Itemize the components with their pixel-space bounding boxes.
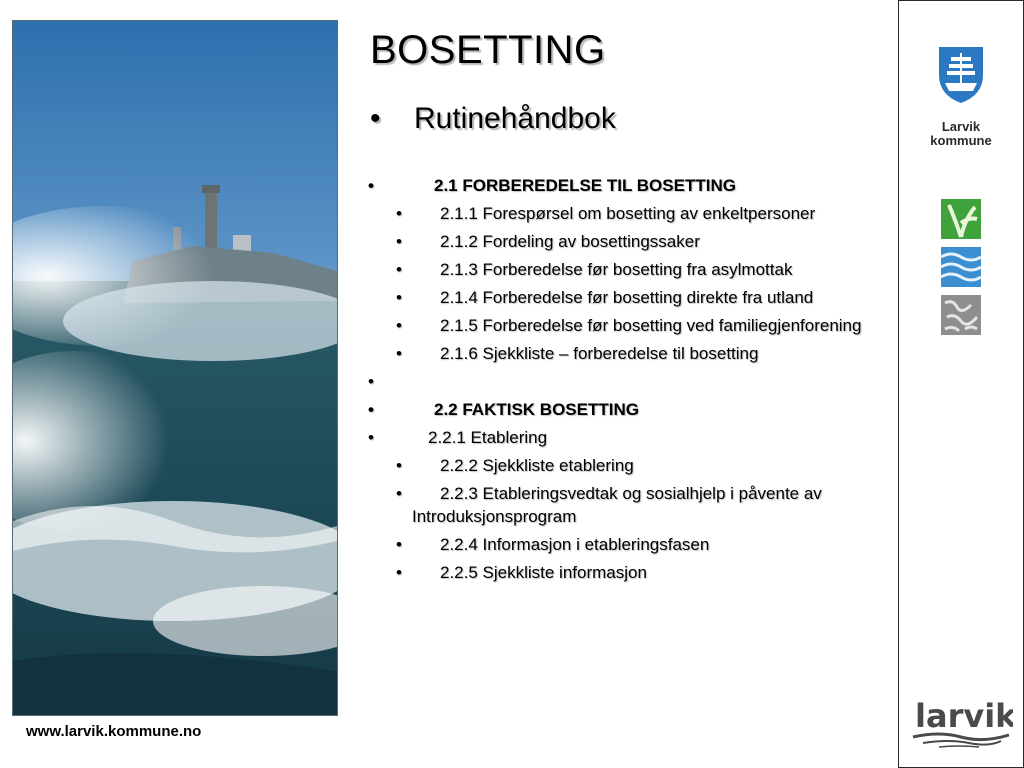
list-item: • 2.1.4 Forberedelse før bosetting direkte fra utland	[366, 286, 886, 309]
section-heading: • 2.2 FAKTISK BOSETTING	[366, 398, 886, 421]
larvik-wordmark-text: larvik	[915, 697, 1013, 735]
list-item: • 2.1.6 Sjekkliste – forberedelse til bosetting	[366, 342, 886, 365]
larvik-coat-of-arms-icon	[937, 45, 985, 105]
list-item: • 2.2.5 Sjekkliste informasjon	[366, 561, 886, 584]
list-item: • 2.1.1 Forespørsel om bosetting av enkeltpersoner	[366, 202, 886, 225]
kommune-name-line1: Larvik	[941, 119, 981, 134]
kommune-name-line2: kommune	[930, 133, 992, 148]
list-item: • 2.1.5 Forberedelse før bosetting ved familiegjenforening	[366, 314, 886, 337]
list-item: • 2.2.4 Informasjon i etableringsfasen	[366, 533, 886, 556]
list-item: • 2.1.2 Fordeling av bosettingssaker	[366, 230, 886, 253]
section-heading: • 2.1 FORBEREDELSE TIL BOSETTING	[366, 174, 886, 197]
waves-icon	[941, 247, 981, 287]
list-item: • 2.1.3 Forberedelse før bosetting fra asylmottak	[366, 258, 886, 281]
contents-list	[366, 174, 886, 589]
slide-title: BOSETTING	[370, 28, 606, 72]
slide-subtitle	[370, 102, 616, 136]
municipality-sidebar	[898, 0, 1024, 768]
bullet-icon	[370, 102, 414, 136]
stone-icon	[941, 295, 981, 335]
forest-icon	[941, 199, 981, 239]
lighthouse-sea-photo	[12, 20, 338, 716]
empty-bullet	[366, 370, 886, 393]
list-item: • 2.2.1 Etablering	[366, 426, 886, 449]
larvik-wordmark-logo	[909, 693, 1013, 758]
list-item: • 2.2.3 Etableringsvedtak og sosialhjelp i påvente av Introduksjonsprogram	[366, 482, 886, 528]
list-item: • 2.2.2 Sjekkliste etablering	[366, 454, 886, 477]
subtitle-text: Rutinehåndbok	[414, 102, 616, 135]
website-url[interactable]: www.larvik.kommune.no	[26, 723, 202, 740]
